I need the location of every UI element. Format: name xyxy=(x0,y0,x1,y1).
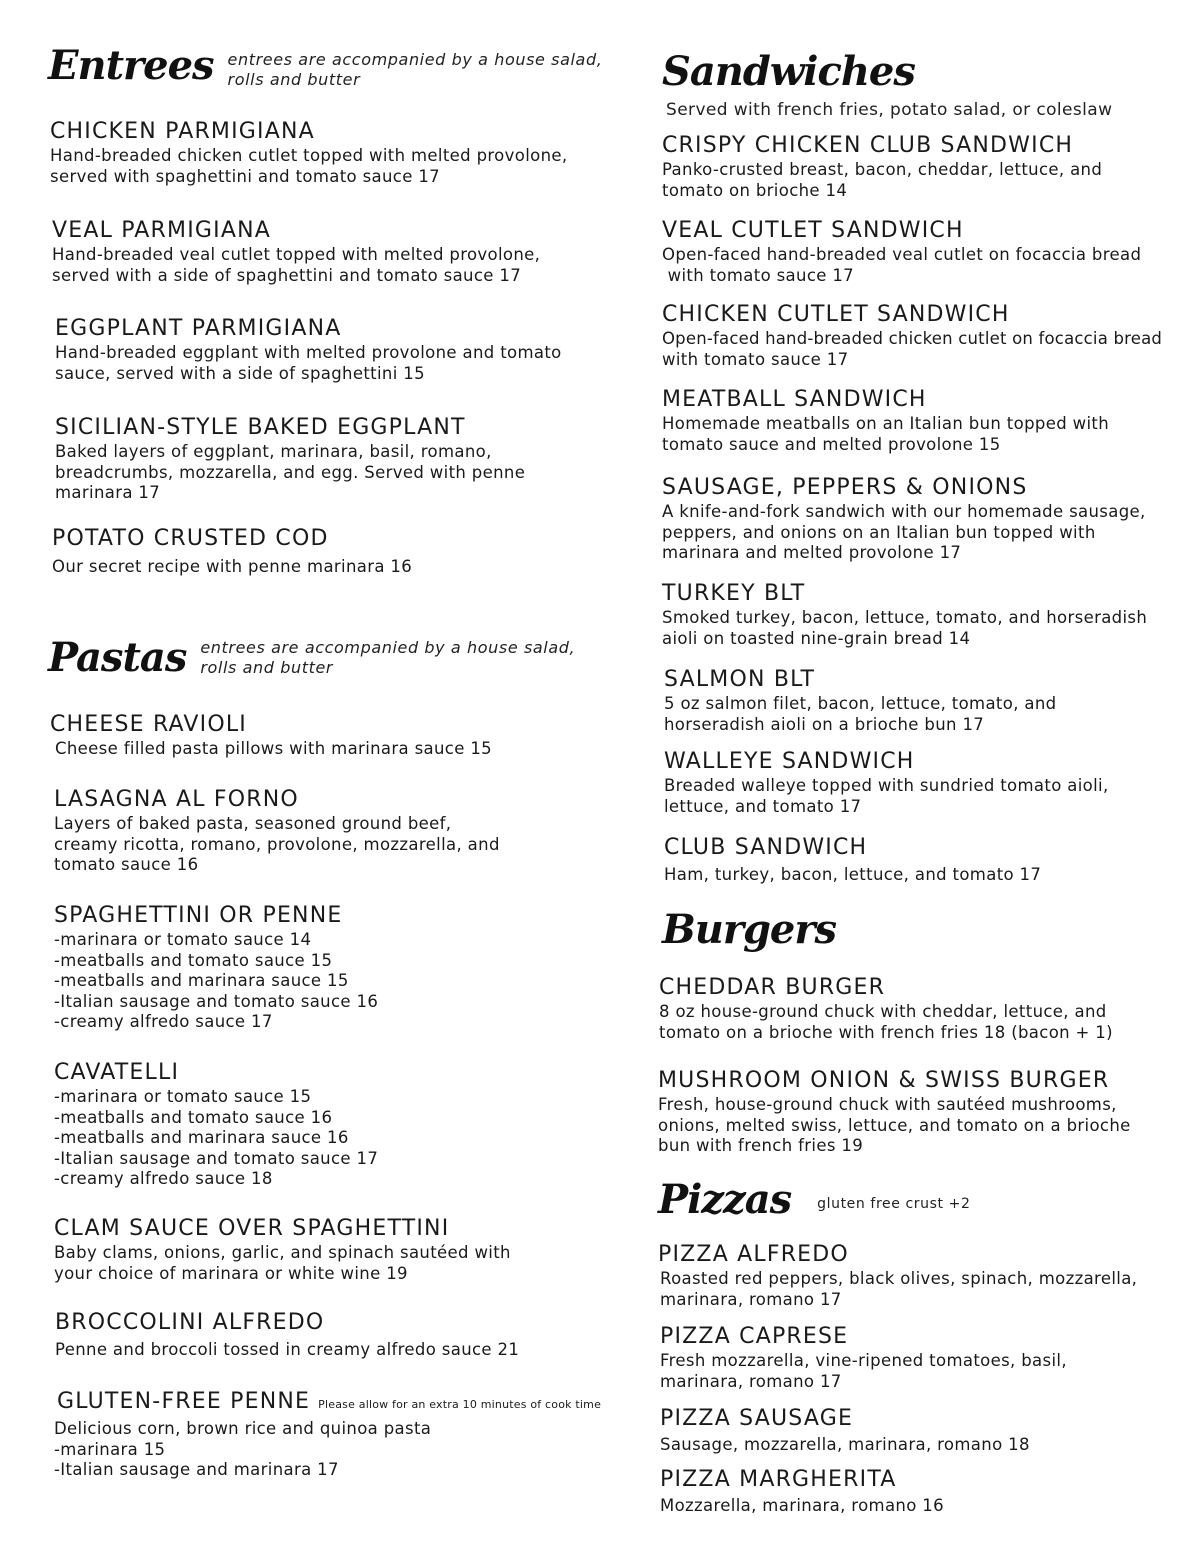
pizzas-note: gluten free crust +2 xyxy=(817,1196,971,1212)
item-name: MEATBALL SANDWICH xyxy=(662,387,927,412)
menu-item-chicken-cutlet-sandwich xyxy=(662,301,1162,370)
item-name: SALMON BLT xyxy=(664,667,816,692)
menu-item-sicilian-baked-eggplant xyxy=(55,414,525,504)
item-desc-line: -marinara or tomato sauce 14 xyxy=(54,930,312,949)
item-desc-line: marinara 17 xyxy=(55,483,161,503)
item-desc-line: -meatballs and marinara sauce 15 xyxy=(54,971,349,991)
menu-item-eggplant-parmigiana xyxy=(55,315,562,384)
item-desc-line: served with a side of spaghettini and tomato sauce 17 xyxy=(52,265,522,285)
item-name: BROCCOLINI ALFREDO xyxy=(55,1310,325,1335)
menu-item-club-sandwich xyxy=(664,834,1041,886)
item-desc-line: Fresh mozzarella, vine-ripened tomatoes, basil, xyxy=(660,1351,1067,1370)
entrees-title: Entrees xyxy=(48,42,214,89)
item-name: WALLEYE SANDWICH xyxy=(664,749,915,774)
item-desc-line: marinara, romano 17 xyxy=(660,1371,842,1391)
item-desc-line: Open-faced hand-breaded chicken cutlet on focaccia bread xyxy=(662,329,1163,348)
item-desc-line: 5 oz salmon filet, bacon, lettuce, tomato, and xyxy=(664,694,1057,713)
item-desc-line: Layers of baked pasta, seasoned ground beef, xyxy=(54,814,452,833)
item-name: VEAL CUTLET SANDWICH xyxy=(662,218,964,243)
menu-item-cheddar-burger xyxy=(659,974,1113,1043)
item-desc-line: A knife-and-fork sandwich with our homemade sausage, xyxy=(662,502,1146,521)
item-desc-line: Ham, turkey, bacon, lettuce, and tomato 17 xyxy=(664,865,1042,884)
item-desc-line: your choice of marinara or white wine 19 xyxy=(54,1263,408,1283)
item-name: POTATO CRUSTED COD xyxy=(52,526,329,551)
item-desc-line: Hand-breaded chicken cutlet topped with melted provolone, xyxy=(50,146,568,165)
item-desc-line: -creamy alfredo sauce 17 xyxy=(54,1012,273,1032)
item-desc-line: -creamy alfredo sauce 18 xyxy=(54,1169,273,1189)
item-name: PIZZA ALFREDO xyxy=(658,1242,849,1267)
burgers-header xyxy=(662,906,836,953)
item-name xyxy=(57,1388,601,1419)
item-desc-line: Cheese filled pasta pillows with marinara sauce 15 xyxy=(55,739,493,758)
pastas-header xyxy=(48,634,600,681)
menu-item-pizza-caprese xyxy=(660,1323,1067,1392)
pizzas-title: Pizzas xyxy=(658,1176,792,1223)
item-desc-line: Sausage, mozzarella, marinara, romano 18 xyxy=(660,1435,1030,1454)
item-desc-line: Our secret recipe with penne marinara 16 xyxy=(52,557,413,576)
sandwiches-header xyxy=(662,48,915,95)
menu-item-spaghettini-or-penne xyxy=(54,902,378,1033)
item-name: TURKEY BLT xyxy=(662,581,806,606)
menu-item-turkey-blt xyxy=(662,580,1147,649)
item-desc-line: creamy ricotta, romano, provolone, mozzarella, and xyxy=(54,834,500,854)
menu-item-broccolini-alfredo xyxy=(55,1309,519,1361)
sandwiches-title: Sandwiches xyxy=(662,48,915,95)
item-desc-line: Smoked turkey, bacon, lettuce, tomato, and horseradish xyxy=(662,608,1148,627)
item-name: CHEESE RAVIOLI xyxy=(50,712,248,737)
item-desc-line: Open-faced hand-breaded veal cutlet on focaccia bread xyxy=(662,245,1142,264)
item-desc-line: -meatballs and tomato sauce 15 xyxy=(54,950,333,970)
item-desc-line: with tomato sauce 17 xyxy=(662,349,849,369)
item-desc-line: Delicious corn, brown rice and quinoa pasta xyxy=(54,1419,432,1438)
item-name: PIZZA SAUSAGE xyxy=(660,1406,854,1431)
item-desc-line: -marinara or tomato sauce 15 xyxy=(54,1087,312,1106)
item-desc-line: Hand-breaded veal cutlet topped with melted provolone, xyxy=(52,245,541,264)
item-desc-line: bun with french fries 19 xyxy=(658,1136,864,1156)
item-name: CHEDDAR BURGER xyxy=(659,975,886,1000)
burgers-title: Burgers xyxy=(662,906,836,953)
item-desc-line: tomato on brioche 14 xyxy=(662,180,848,200)
item-desc-line: Mozzarella, marinara, romano 16 xyxy=(660,1496,944,1515)
menu-item-pizza-sausage xyxy=(660,1405,1030,1456)
item-name: PIZZA CAPRESE xyxy=(660,1324,849,1349)
item-desc-line: marinara, romano 17 xyxy=(660,1289,842,1309)
item-desc-line: -marinara 15 xyxy=(54,1439,166,1459)
item-name: CHICKEN CUTLET SANDWICH xyxy=(662,302,1010,327)
item-desc-line: served with spaghettini and tomato sauce 17 xyxy=(50,166,441,186)
item-name: MUSHROOM ONION & SWISS BURGER xyxy=(658,1068,1110,1093)
menu-item-veal-cutlet-sandwich xyxy=(662,217,1141,286)
item-desc-line: Breaded walleye topped with sundried tomato aioli, xyxy=(664,776,1109,795)
menu-item-meatball-sandwich xyxy=(662,386,1109,455)
menu-item-lasagna-al-forno xyxy=(54,786,500,876)
item-name: SICILIAN-STYLE BAKED EGGPLANT xyxy=(55,415,466,440)
item-desc-line: -Italian sausage and tomato sauce 16 xyxy=(54,991,379,1011)
item-desc-line: tomato sauce 16 xyxy=(54,855,199,875)
menu-item-potato-crusted-cod xyxy=(52,525,412,578)
item-desc-line: Panko-crusted breast, bacon, cheddar, lettuce, and xyxy=(662,160,1103,179)
item-name: EGGPLANT PARMIGIANA xyxy=(55,316,342,341)
item-name: SPAGHETTINI OR PENNE xyxy=(54,903,343,928)
item-desc-line: horseradish aioli on a brioche bun 17 xyxy=(664,714,985,734)
item-name: VEAL PARMIGIANA xyxy=(52,218,272,243)
item-desc-line: marinara and melted provolone 17 xyxy=(662,543,962,563)
pizzas-header xyxy=(658,1176,971,1223)
pastas-note: entrees are accompanied by a house salad, rolls and butter xyxy=(200,638,576,677)
item-name: SAUSAGE, PEPPERS & ONIONS xyxy=(662,475,1028,500)
item-name-text: GLUTEN-FREE PENNE xyxy=(57,1389,311,1414)
item-desc-line: Roasted red peppers, black olives, spinach, mozzarella, xyxy=(660,1269,1138,1288)
menu-item-chicken-parmigiana xyxy=(50,118,567,187)
entrees-note: entrees are accompanied by a house salad, rolls and butter xyxy=(227,50,603,89)
menu-item-mushroom-swiss-burger xyxy=(658,1067,1131,1157)
item-desc-line: aioli on toasted nine-grain bread 14 xyxy=(662,628,971,648)
item-desc-line: tomato sauce and melted provolone 15 xyxy=(662,434,1001,454)
item-desc-line: -Italian sausage and marinara 17 xyxy=(54,1460,339,1480)
menu-item-pizza-margherita xyxy=(660,1466,944,1517)
item-desc-line: tomato on a brioche with french fries 18 (bacon + 1) xyxy=(659,1022,1113,1042)
sandwiches-subtitle: Served with french fries, potato salad, or coleslaw xyxy=(666,100,1113,120)
pastas-title: Pastas xyxy=(48,634,187,681)
entrees-header xyxy=(48,42,628,90)
item-name: CRISPY CHICKEN CLUB SANDWICH xyxy=(662,133,1074,158)
item-desc-line: -meatballs and tomato sauce 16 xyxy=(54,1107,333,1127)
menu-item-cavatelli xyxy=(54,1059,378,1190)
item-desc-line: breadcrumbs, mozzarella, and egg. Served with penne xyxy=(55,462,526,482)
item-desc-line: lettuce, and tomato 17 xyxy=(664,796,862,816)
item-desc-line: sauce, served with a side of spaghettini 15 xyxy=(55,363,425,383)
item-desc-line: Penne and broccoli tossed in creamy alfredo sauce 21 xyxy=(55,1340,520,1359)
item-name: CLUB SANDWICH xyxy=(664,835,868,860)
item-name: CHICKEN PARMIGIANA xyxy=(50,119,315,144)
item-desc-line: 8 oz house-ground chuck with cheddar, lettuce, and xyxy=(659,1002,1107,1021)
menu-item-salmon-blt xyxy=(664,666,1056,735)
menu-item-sausage-peppers-onions xyxy=(662,474,1146,564)
menu-item-crispy-chicken-club xyxy=(662,132,1102,201)
item-name: CAVATELLI xyxy=(54,1060,180,1085)
menu-item-cheese-ravioli xyxy=(50,711,492,760)
menu-item-pizza-alfredo xyxy=(658,1241,1137,1310)
item-desc-line: Baby clams, onions, garlic, and spinach sautéed with xyxy=(54,1243,511,1262)
menu-item-walleye-sandwich xyxy=(664,748,1109,817)
item-desc-line: -meatballs and marinara sauce 16 xyxy=(54,1128,349,1148)
item-name: LASAGNA AL FORNO xyxy=(54,787,299,812)
item-desc-line: Fresh, house-ground chuck with sautéed mushrooms, xyxy=(658,1095,1117,1114)
item-desc-line: Homemade meatballs on an Italian bun topped with xyxy=(662,414,1110,433)
item-note: Please allow for an extra 10 minutes of cook time xyxy=(318,1398,602,1411)
item-desc-line: Hand-breaded eggplant with melted provolone and tomato xyxy=(55,343,562,362)
item-name: CLAM SAUCE OVER SPAGHETTINI xyxy=(54,1216,450,1241)
item-desc-line: with tomato sauce 17 xyxy=(662,265,855,285)
menu-item-gluten-free-penne xyxy=(54,1388,602,1481)
item-name: PIZZA MARGHERITA xyxy=(660,1467,897,1492)
item-desc-line: onions, melted swiss, lettuce, and tomato on a brioche xyxy=(658,1115,1131,1135)
item-desc-line: -Italian sausage and tomato sauce 17 xyxy=(54,1148,379,1168)
item-desc-line: Baked layers of eggplant, marinara, basil, romano, xyxy=(55,442,492,461)
menu-item-clam-sauce xyxy=(54,1215,511,1284)
menu-item-veal-parmigiana xyxy=(52,217,540,286)
item-desc-line: peppers, and onions on an Italian bun topped with xyxy=(662,522,1096,542)
